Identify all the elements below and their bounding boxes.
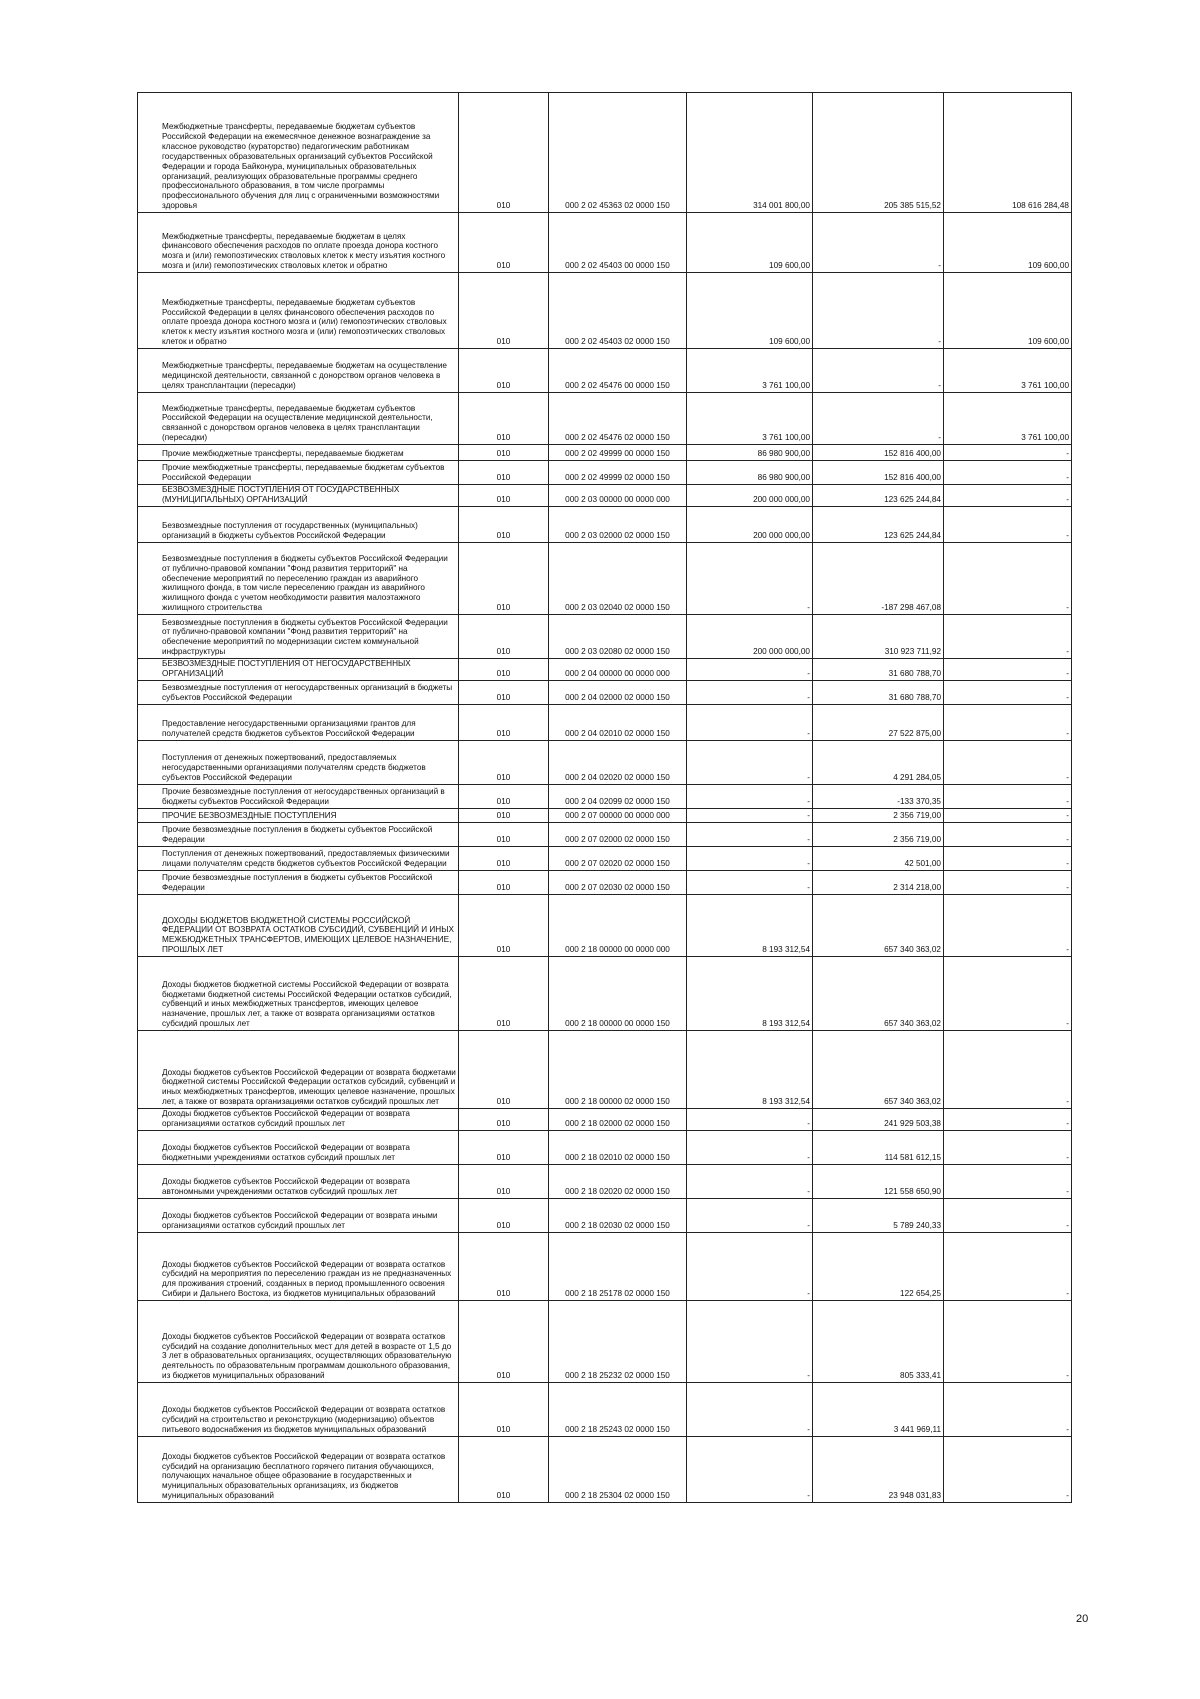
row-executed-cell: 241 929 503,38 [813,1109,944,1131]
row-executed-cell: 2 314 218,00 [813,871,944,895]
table-row [138,393,1072,445]
row-executed-cell: 23 948 031,83 [813,1437,944,1503]
row-executed-cell: 2 356 719,00 [813,823,944,847]
row-unexecuted-cell: - [944,1233,1072,1301]
row-kbk-cell: 000 2 04 00000 00 0000 000 [549,659,687,681]
row-kbk-cell: 000 2 02 45403 02 0000 150 [549,273,687,349]
row-executed-cell: - [813,349,944,393]
row-executed-cell: -133 370,35 [813,785,944,809]
row-code-cell: 010 [459,393,549,445]
row-kbk-cell: 000 2 07 00000 00 0000 000 [549,809,687,823]
table-row [138,1233,1072,1301]
row-unexecuted-cell: - [944,1199,1072,1233]
row-name-cell: БЕЗВОЗМЕЗДНЫЕ ПОСТУПЛЕНИЯ ОТ НЕГОСУДАРСТВЕННЫХ ОРГАНИЗАЦИЙ [138,659,459,681]
row-name-cell: ДОХОДЫ БЮДЖЕТОВ БЮДЖЕТНОЙ СИСТЕМЫ РОССИЙСКОЙ ФЕДЕРАЦИИ ОТ ВОЗВРАТА ОСТАТКОВ СУБСИДИЙ, СУБВЕНЦИЙ И ИНЫХ МЕЖБЮДЖЕТНЫХ ТРАНСФЕРТОВ, ИМЕЮЩИХ ЦЕЛЕВОЕ НАЗНАЧЕНИЕ, ПРОШЛЫХ ЛЕТ [138,895,459,957]
row-name-cell: Межбюджетные трансферты, передаваемые бюджетам субъектов Российской Федерации в целях финансового обеспечения расходов по оплате проезда донора костного мозга и (или) гемопоэтических стволовых клеток к месту изъятия костного мозга и (или) гемопоэтических стволовых клеток и обратно [138,273,459,349]
row-name-cell: Доходы бюджетов субъектов Российской Федерации от возврата остатков субсидий на строительство и реконструкцию (модернизацию) объектов питьевого водоснабжения из бюджетов муниципальных образований [138,1383,459,1437]
row-unexecuted-cell: - [944,543,1072,615]
row-executed-cell: 2 356 719,00 [813,809,944,823]
row-approved-cell: - [687,847,813,871]
row-approved-cell: - [687,659,813,681]
row-code-cell: 010 [459,93,549,213]
table-row [138,615,1072,659]
row-name-cell: ПРОЧИЕ БЕЗВОЗМЕЗДНЫЕ ПОСТУПЛЕНИЯ [138,809,459,823]
row-approved-cell: 8 193 312,54 [687,957,813,1031]
table-row [138,1109,1072,1131]
row-approved-cell: 109 600,00 [687,273,813,349]
row-code-cell: 010 [459,1109,549,1131]
row-code-cell: 010 [459,543,549,615]
row-approved-cell: - [687,705,813,741]
row-name-cell: Предоставление негосударственными организациями грантов для получателей средств бюджетов субъектов Российской Федерации [138,705,459,741]
row-unexecuted-cell: - [944,1131,1072,1165]
row-code-cell: 010 [459,957,549,1031]
table-row [138,507,1072,543]
row-kbk-cell: 000 2 03 00000 00 0000 000 [549,485,687,507]
table-row [138,1031,1072,1109]
row-unexecuted-cell: - [944,705,1072,741]
row-kbk-cell: 000 2 03 02000 02 0000 150 [549,507,687,543]
row-code-cell: 010 [459,273,549,349]
row-name-cell: Безвозмездные поступления в бюджеты субъектов Российской Федерации от публично-правовой компании "Фонд развития территорий" на обеспечение мероприятий по переселению граждан из аварийного жилищного фонда, в том числе переселению граждан из аварийного жилищного фонда с учетом необходимости развития малоэтажного жилищного строительства [138,543,459,615]
table-row [138,213,1072,273]
row-code-cell: 010 [459,895,549,957]
row-executed-cell: 152 816 400,00 [813,461,944,485]
row-code-cell: 010 [459,1437,549,1503]
row-code-cell: 010 [459,741,549,785]
row-name-cell: Межбюджетные трансферты, передаваемые бюджетам субъектов Российской Федерации на осуществление медицинской деятельности, связанной с донорством органов человека в целях трансплантации (пересадки) [138,393,459,445]
row-approved-cell: - [687,1233,813,1301]
row-code-cell: 010 [459,705,549,741]
row-name-cell: Прочие безвозмездные поступления в бюджеты субъектов Российской Федерации [138,871,459,895]
row-code-cell: 010 [459,485,549,507]
row-name-cell: Доходы бюджетов субъектов Российской Федерации от возврата остатков субсидий на организацию бесплатного горячего питания обучающихся, получающих начальное общее образование в государственных и муниципальных образовательных организациях, из бюджетов муниципальных образований [138,1437,459,1503]
row-name-cell: Прочие безвозмездные поступления от негосударственных организаций в бюджеты субъектов Российской Федерации [138,785,459,809]
row-executed-cell: 657 340 363,02 [813,1031,944,1109]
row-approved-cell: - [687,1165,813,1199]
row-name-cell: Прочие межбюджетные трансферты, передаваемые бюджетам [138,445,459,461]
row-unexecuted-cell: - [944,957,1072,1031]
row-unexecuted-cell: 108 616 284,48 [944,93,1072,213]
row-unexecuted-cell: - [944,615,1072,659]
table-row [138,895,1072,957]
row-approved-cell: 3 761 100,00 [687,393,813,445]
row-name-cell: Межбюджетные трансферты, передаваемые бюджетам субъектов Российской Федерации на ежемесячное денежное вознаграждение за классное руководство (кураторство) педагогическим работникам государственных образовательных организаций субъектов Российской Федерации и города Байконура, муниципальных образовательных организаций, реализующих образовательные программы среднего профессионального образования, в том числе программы профессионального обучения для лиц с ограниченными возможностями здоровья [138,93,459,213]
row-code-cell: 010 [459,1383,549,1437]
budget-table-sheet [137,92,1072,1503]
row-code-cell: 010 [459,659,549,681]
table-row [138,445,1072,461]
row-unexecuted-cell: - [944,847,1072,871]
row-executed-cell: - [813,273,944,349]
row-unexecuted-cell: - [944,1031,1072,1109]
row-kbk-cell: 000 2 02 49999 02 0000 150 [549,461,687,485]
row-name-cell: БЕЗВОЗМЕЗДНЫЕ ПОСТУПЛЕНИЯ ОТ ГОСУДАРСТВЕННЫХ (МУНИЦИПАЛЬНЫХ) ОРГАНИЗАЦИЙ [138,485,459,507]
row-code-cell: 010 [459,1301,549,1383]
row-name-cell: Доходы бюджетов субъектов Российской Федерации от возврата остатков субсидий на мероприятия по переселению граждан из не предназначенных для проживания строений, созданных в период промышленного освоения Сибири и Дальнего Востока, из бюджетов муниципальных образований [138,1233,459,1301]
row-code-cell: 010 [459,1199,549,1233]
row-kbk-cell: 000 2 04 02020 02 0000 150 [549,741,687,785]
row-executed-cell: - [813,213,944,273]
row-name-cell: Доходы бюджетов субъектов Российской Федерации от возврата бюджетами бюджетной системы Российской Федерации остатков субсидий, субвенций и иных межбюджетных трансфертов, имеющих целевое назначение, прошлых лет, а также от возврата организациями остатков субсидий прошлых лет [138,1031,459,1109]
row-name-cell: Поступления от денежных пожертвований, предоставляемых негосударственными организациями получателям средств бюджетов субъектов Российской Федерации [138,741,459,785]
row-approved-cell: - [687,1437,813,1503]
row-name-cell: Доходы бюджетов субъектов Российской Федерации от возврата иными организациями остатков субсидий прошлых лет [138,1199,459,1233]
budget-execution-table [137,92,1072,1503]
row-code-cell: 010 [459,1165,549,1199]
table-row [138,681,1072,705]
row-unexecuted-cell: - [944,871,1072,895]
table-row [138,461,1072,485]
row-approved-cell: - [687,543,813,615]
row-code-cell: 010 [459,461,549,485]
row-executed-cell: 5 789 240,33 [813,1199,944,1233]
table-row [138,273,1072,349]
row-code-cell: 010 [459,785,549,809]
row-kbk-cell: 000 2 07 02020 02 0000 150 [549,847,687,871]
row-kbk-cell: 000 2 18 00000 00 0000 150 [549,957,687,1031]
row-executed-cell: -187 298 467,08 [813,543,944,615]
row-executed-cell: 27 522 875,00 [813,705,944,741]
row-kbk-cell: 000 2 02 45476 02 0000 150 [549,393,687,445]
row-name-cell: Доходы бюджетов субъектов Российской Федерации от возврата остатков субсидий на создание дополнительных мест для детей в возрасте от 1,5 до 3 лет в образовательных организациях, осуществляющих образовательную деятельность по образовательным программам дошкольного образования, из бюджетов муниципальных образований [138,1301,459,1383]
row-approved-cell: 314 001 800,00 [687,93,813,213]
row-approved-cell: - [687,823,813,847]
row-approved-cell: 86 980 900,00 [687,461,813,485]
row-approved-cell: 200 000 000,00 [687,507,813,543]
table-row [138,809,1072,823]
row-executed-cell: 657 340 363,02 [813,957,944,1031]
row-executed-cell: - [813,393,944,445]
table-row [138,1131,1072,1165]
row-approved-cell: - [687,871,813,895]
row-approved-cell: 8 193 312,54 [687,895,813,957]
table-row [138,785,1072,809]
row-approved-cell: 200 000 000,00 [687,615,813,659]
row-kbk-cell: 000 2 03 02040 02 0000 150 [549,543,687,615]
row-executed-cell: 31 680 788,70 [813,681,944,705]
row-executed-cell: 122 654,25 [813,1233,944,1301]
row-kbk-cell: 000 2 02 45476 00 0000 150 [549,349,687,393]
table-row [138,847,1072,871]
table-row [138,543,1072,615]
row-unexecuted-cell: 3 761 100,00 [944,393,1072,445]
row-name-cell: Доходы бюджетов субъектов Российской Федерации от возврата автономными учреждениями остатков субсидий прошлых лет [138,1165,459,1199]
row-unexecuted-cell: - [944,1301,1072,1383]
row-unexecuted-cell: 3 761 100,00 [944,349,1072,393]
row-unexecuted-cell: - [944,809,1072,823]
row-kbk-cell: 000 2 07 02000 02 0000 150 [549,823,687,847]
row-code-cell: 010 [459,1131,549,1165]
row-name-cell: Доходы бюджетов бюджетной системы Российской Федерации от возврата бюджетами бюджетной системы Российской Федерации остатков субсидий, субвенций и иных межбюджетных трансфертов, имеющих целевое назначение, прошлых лет, а также от возврата организациями остатков субсидий прошлых лет [138,957,459,1031]
row-unexecuted-cell: 109 600,00 [944,273,1072,349]
row-name-cell: Поступления от денежных пожертвований, предоставляемых физическими лицами получателям средств бюджетов субъектов Российской Федерации [138,847,459,871]
row-code-cell: 010 [459,507,549,543]
row-kbk-cell: 000 2 02 45363 02 0000 150 [549,93,687,213]
row-executed-cell: 3 441 969,11 [813,1383,944,1437]
row-unexecuted-cell: - [944,823,1072,847]
table-row [138,1199,1072,1233]
row-approved-cell: - [687,681,813,705]
row-executed-cell: 123 625 244,84 [813,507,944,543]
table-row [138,659,1072,681]
row-name-cell: Безвозмездные поступления в бюджеты субъектов Российской Федерации от публично-правовой компании "Фонд развития территорий" на обеспечение мероприятий по модернизации систем коммунальной инфраструктуры [138,615,459,659]
row-kbk-cell: 000 2 18 25243 02 0000 150 [549,1383,687,1437]
row-kbk-cell: 000 2 18 00000 00 0000 000 [549,895,687,957]
row-executed-cell: 114 581 612,15 [813,1131,944,1165]
row-unexecuted-cell: - [944,461,1072,485]
row-executed-cell: 31 680 788,70 [813,659,944,681]
row-unexecuted-cell: - [944,741,1072,785]
row-kbk-cell: 000 2 18 02000 02 0000 150 [549,1109,687,1131]
row-executed-cell: 152 816 400,00 [813,445,944,461]
table-row [138,1383,1072,1437]
row-approved-cell: - [687,1131,813,1165]
row-approved-cell: - [687,785,813,809]
row-approved-cell: - [687,741,813,785]
row-unexecuted-cell: - [944,895,1072,957]
row-kbk-cell: 000 2 04 02010 02 0000 150 [549,705,687,741]
row-code-cell: 010 [459,809,549,823]
row-code-cell: 010 [459,445,549,461]
row-name-cell: Безвозмездные поступления от негосударственных организаций в бюджеты субъектов Российской Федерации [138,681,459,705]
row-code-cell: 010 [459,847,549,871]
row-code-cell: 010 [459,213,549,273]
row-executed-cell: 805 333,41 [813,1301,944,1383]
row-kbk-cell: 000 2 18 25178 02 0000 150 [549,1233,687,1301]
row-code-cell: 010 [459,615,549,659]
row-unexecuted-cell: - [944,485,1072,507]
row-approved-cell: - [687,809,813,823]
row-approved-cell: 3 761 100,00 [687,349,813,393]
row-kbk-cell: 000 2 02 45403 00 0000 150 [549,213,687,273]
row-approved-cell: 109 600,00 [687,213,813,273]
row-kbk-cell: 000 2 03 02080 02 0000 150 [549,615,687,659]
row-unexecuted-cell: - [944,507,1072,543]
row-name-cell: Безвозмездные поступления от государственных (муниципальных) организаций в бюджеты субъектов Российской Федерации [138,507,459,543]
row-kbk-cell: 000 2 18 02020 02 0000 150 [549,1165,687,1199]
row-approved-cell: - [687,1301,813,1383]
row-approved-cell: - [687,1383,813,1437]
row-approved-cell: 86 980 900,00 [687,445,813,461]
row-kbk-cell: 000 2 18 02010 02 0000 150 [549,1131,687,1165]
row-kbk-cell: 000 2 18 00000 02 0000 150 [549,1031,687,1109]
row-unexecuted-cell: - [944,1165,1072,1199]
row-name-cell: Доходы бюджетов субъектов Российской Федерации от возврата организациями остатков субсидий прошлых лет [138,1109,459,1131]
row-kbk-cell: 000 2 18 02030 02 0000 150 [549,1199,687,1233]
row-code-cell: 010 [459,823,549,847]
table-row [138,741,1072,785]
row-executed-cell: 121 558 650,90 [813,1165,944,1199]
table-row [138,957,1072,1031]
table-row [138,871,1072,895]
row-executed-cell: 205 385 515,52 [813,93,944,213]
table-row [138,485,1072,507]
row-name-cell: Межбюджетные трансферты, передаваемые бюджетам на осуществление медицинской деятельности, связанной с донорством органов человека в целях трансплантации (пересадки) [138,349,459,393]
row-code-cell: 010 [459,681,549,705]
row-unexecuted-cell: - [944,1109,1072,1131]
table-row [138,1301,1072,1383]
row-kbk-cell: 000 2 18 25304 02 0000 150 [549,1437,687,1503]
row-kbk-cell: 000 2 04 02000 02 0000 150 [549,681,687,705]
table-row [138,1165,1072,1199]
row-unexecuted-cell: - [944,445,1072,461]
row-kbk-cell: 000 2 18 25232 02 0000 150 [549,1301,687,1383]
row-unexecuted-cell: - [944,659,1072,681]
row-code-cell: 010 [459,349,549,393]
table-row [138,705,1072,741]
row-code-cell: 010 [459,871,549,895]
row-name-cell: Прочие межбюджетные трансферты, передаваемые бюджетам субъектов Российской Федерации [138,461,459,485]
row-executed-cell: 4 291 284,05 [813,741,944,785]
row-approved-cell: - [687,1199,813,1233]
table-row [138,1437,1072,1503]
row-executed-cell: 657 340 363,02 [813,895,944,957]
row-unexecuted-cell: 109 600,00 [944,213,1072,273]
row-unexecuted-cell: - [944,681,1072,705]
row-name-cell: Прочие безвозмездные поступления в бюджеты субъектов Российской Федерации [138,823,459,847]
row-approved-cell: 8 193 312,54 [687,1031,813,1109]
row-unexecuted-cell: - [944,1437,1072,1503]
row-kbk-cell: 000 2 07 02030 02 0000 150 [549,871,687,895]
row-name-cell: Межбюджетные трансферты, передаваемые бюджетам в целях финансового обеспечения расходов по оплате проезда донора костного мозга и (или) гемопоэтических стволовых клеток к месту изъятия костного мозга и (или) гемопоэтических стволовых клеток и обратно [138,213,459,273]
row-executed-cell: 123 625 244,84 [813,485,944,507]
row-code-cell: 010 [459,1233,549,1301]
row-approved-cell: 200 000 000,00 [687,485,813,507]
row-approved-cell: - [687,1109,813,1131]
row-kbk-cell: 000 2 04 02099 02 0000 150 [549,785,687,809]
row-executed-cell: 310 923 711,92 [813,615,944,659]
row-kbk-cell: 000 2 02 49999 00 0000 150 [549,445,687,461]
table-row [138,823,1072,847]
row-name-cell: Доходы бюджетов субъектов Российской Федерации от возврата бюджетными учреждениями остатков субсидий прошлых лет [138,1131,459,1165]
row-code-cell: 010 [459,1031,549,1109]
row-unexecuted-cell: - [944,785,1072,809]
page-number: 20 [1076,1613,1089,1625]
row-unexecuted-cell: - [944,1383,1072,1437]
row-executed-cell: 42 501,00 [813,847,944,871]
table-row [138,93,1072,213]
table-row [138,349,1072,393]
